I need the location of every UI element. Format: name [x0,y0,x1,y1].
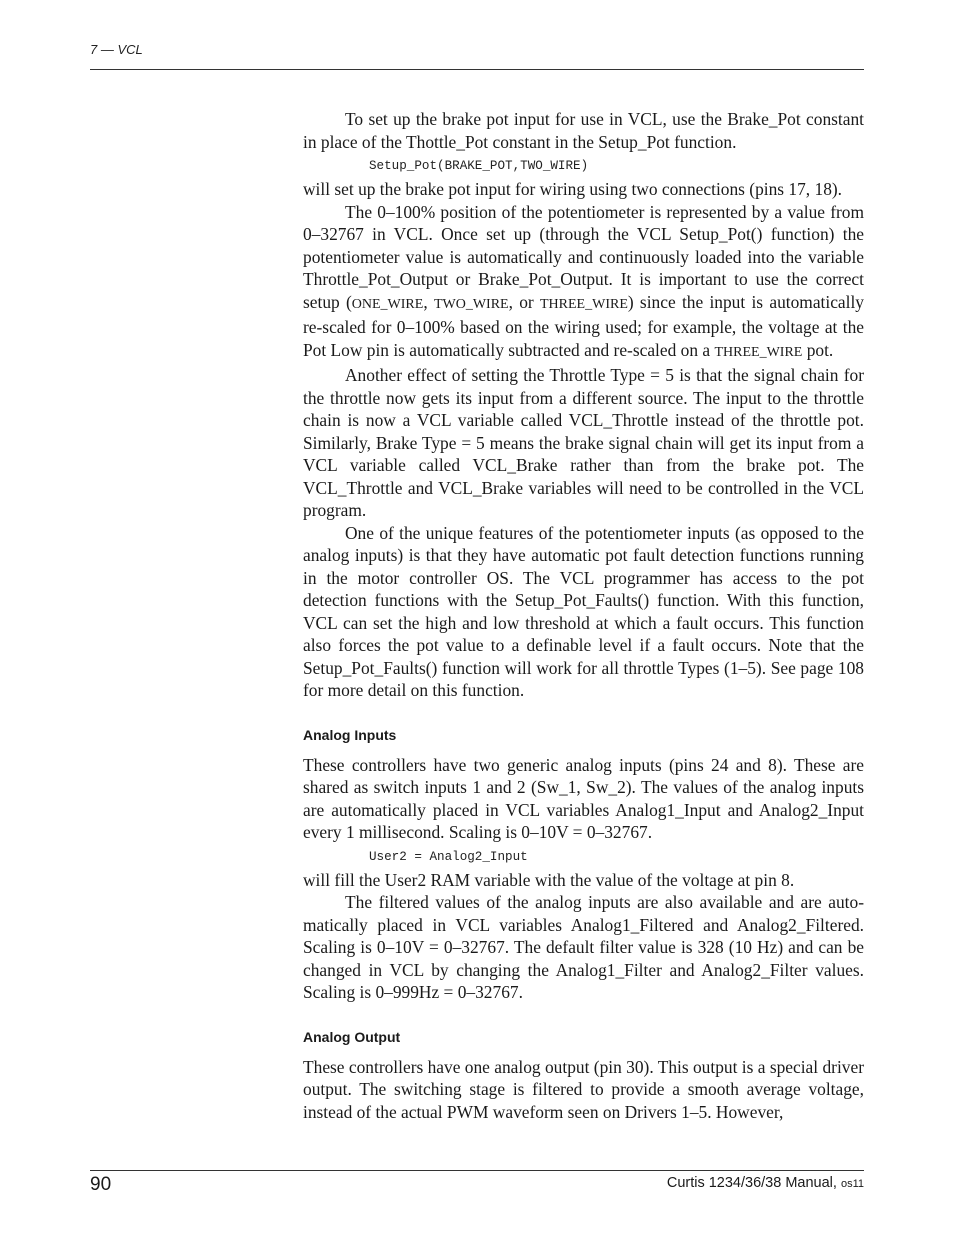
paragraph-analog-inputs: These controllers have two generic analog inputs (pins 24 and 8). These are shared as switch inputs 1 and 2 (Sw_1, Sw_2). The values of the analog inputs are automatically placed in VCL variables Analog1_Input and Analog2_Input every 1 millisecond. Scaling is 0–10V = 0–32767. [303,754,864,842]
smallcaps-two-wire: TWO_WIRE [433,296,509,312]
paragraph-throttle-type: Another effect of setting the Throttle Type = 5 is that the signal chain for the throttle now gets its input from a different source. The input to the throttle chain is now a VCL variable called VCL_Throttle instead of the throttle pot. Similarly, Brake Type = 5 means the brake signal chain will get its input from a VCL variable called VCL_Brake rather than from the brake pot. The VCL_Throttle and VCL_Brake variables will need to be controlled in the VCL program. [303,365,864,520]
main-column [303,108,864,1123]
manual-title [667,1175,864,1191]
heading-analog-output: Analog Output [303,1028,401,1045]
smallcaps-one-wire: ONE_WIRE [351,296,424,312]
code-setup-pot: Setup_Pot(BRAKE_POT,TWO_WIRE) [369,159,589,173]
separator-2: , or [508,291,540,312]
paragraph-filtered: The filtered values of the analog inputs are also available and are automatically placed in VCL variables Analog1_Filtered and Analog2_Filtered. Scaling is 0–10V = 0–32767. The default filter value is 328 (10 Hz) and can be changed in VCL by changing the Analog1_Filter and Analog2_Filter values. Scaling is 0–999Hz = 0–32767. [303,892,864,1002]
separator-1: , [423,291,434,312]
header-rule [90,69,864,70]
smallcaps-three-wire: THREE_WIRE [540,296,628,312]
paragraph-analog-output: These controllers have one analog output (pin 30). This output is a special driver output. The switching stage is filtered to provide a smooth average voltage, instead of the actual PWM waveform seen on Drivers 1–5. However, [303,1056,864,1122]
paragraph-pot-position [303,201,864,365]
code-user2: User2 = Analog2_Input [369,849,528,864]
pot-position-text-b: ) since the input is automatically re-scaled for 0–100% based on the wiring used; for example, the voltage at the Pot Low pin is automatically subtracted and re-scaled on a [303,291,864,360]
paragraph-pot-faults: One of the unique features of the potentiometer inputs (as opposed to the analog inputs) is that they have automatic pot fault detection functions running in the motor controller OS. The VCL programmer has access to the pot detection functions with the Setup_Pot_Faults() function. With this function, VCL can set the high and low threshold at which a fault occurs. This function also forces the pot value to a definable level if a fault occurs. Note that the Setup_Pot_Faults() function will work for all throttle Types (1–5). See page 108 for more detail on this function. [303,522,864,700]
heading-analog-inputs: Analog Inputs [303,726,397,743]
paragraph-two-wire: will set up the brake pot input for wiring using two connections (pins 17, 18). [303,179,843,199]
paragraph-user2: will fill the User2 RAM variable with the value of the voltage at pin 8. [303,869,795,890]
footer-rule [90,1170,864,1171]
smallcaps-three-wire-2: THREE_WIRE [714,344,803,360]
os-version: os11 [840,1178,864,1190]
pot-position-text-c: pot. [802,339,834,360]
page-number: 90 [90,1174,112,1195]
pot-position-text-a: The 0–100% position of the potentiometer is represented by a value from 0–32767 in VCL. Once set up (through the VCL Setup_Pot() function) the potentiometer value is automatically and continuously loaded into the variable Throttle_Pot_Output or Brake_Pot_Output. It is important to use the correct setup ( [303,201,864,312]
paragraph-brake-pot: To set up the brake pot input for use in VCL, use the Brake_Pot constant in place of the Thottle_Pot constant in the Setup_Pot function. [303,109,864,152]
running-head: 7 — VCL [90,42,143,57]
manual-title-text: Curtis 1234/36/38 Manual, [666,1175,841,1191]
